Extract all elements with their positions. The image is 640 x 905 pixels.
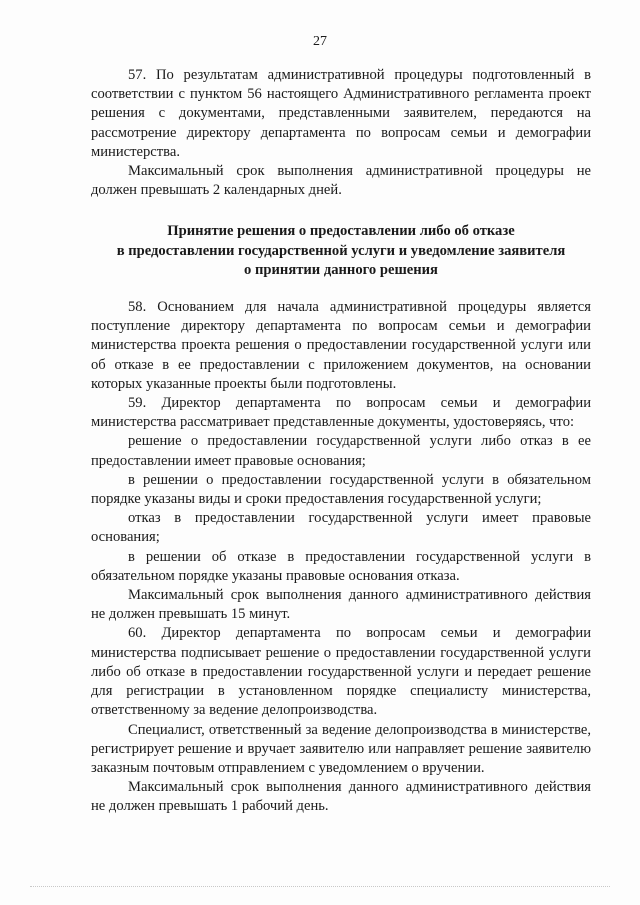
page-number: 27 xyxy=(313,34,327,49)
paragraph-60: 60. Директор департамента по вопросам семьи и демографии министерства подписывает решение о предоставлении государственной услуги либо об отказе в предоставлении государственной услуги и передает решение для регистрации в установленном порядке специалисту министерства, ответственному за ведение делопроизводства. xyxy=(91,625,591,719)
paragraph-60-registration: Специалист, ответственный за ведение делопроизводства в министерстве, регистрирует решение и вручает заявителю или направляет решение заявителю заказным почтовым отправлением с уведомлением о вручении. xyxy=(91,721,591,776)
section-heading-line-3: о принятии данного решения xyxy=(244,261,438,278)
paragraph-59-item-4: в решении об отказе в предоставлении государственной услуги в обязательном порядке указаны правовые основания отказа. xyxy=(91,548,591,584)
paragraph-59-item-2: в решении о предоставлении государственной услуги в обязательном порядке указаны виды и сроки предоставления государственной услуги; xyxy=(91,471,591,508)
section-heading-line-1: Принятие решения о предоставлении либо об отказе xyxy=(167,223,515,240)
section-heading xyxy=(91,222,591,280)
document-body xyxy=(91,66,591,817)
paragraph-58: 58. Основанием для начала административной процедуры является поступление директору департамента по вопросам семьи и демографии министерства проекта решения о предоставлении государственной услуги или об отказе в ее предоставлении с приложением документов, на основании которых указанные проекты были подготовлены. xyxy=(91,299,591,392)
paragraph-60-deadline: Максимальный срок выполнения данного административного действия не должен превышать 1 рабочий день. xyxy=(91,779,591,815)
paragraph-59: 59. Директор департамента по вопросам семьи и демографии министерства рассматривает представленные документы, удостоверяясь, что: xyxy=(91,395,591,431)
paragraph-59-item-3: отказ в предоставлении государственной услуги имеет правовые основания; xyxy=(91,510,591,546)
paragraph-57-deadline: Максимальный срок выполнения административной процедуры не должен превышать 2 календарных дней. xyxy=(91,163,591,199)
paragraph-59-item-1: решение о предоставлении государственной услуги либо отказ в ее предоставлении имеет правовые основания; xyxy=(91,433,591,469)
paragraph-57: 57. По результатам административной процедуры подготовленный в соответствии с пунктом 56 настоящего Административного регламента проект решения с документами, представленными заявителем, передаются на рассмотрение директору департамента по вопросам семьи и демографии министерства. xyxy=(91,67,591,160)
scan-footer-artifact xyxy=(30,886,610,887)
section-heading-line-2: в предоставлении государственной услуги и уведомление заявителя xyxy=(116,242,566,259)
paragraph-59-deadline: Максимальный срок выполнения данного административного действия не должен превышать 15 минут. xyxy=(91,587,591,623)
